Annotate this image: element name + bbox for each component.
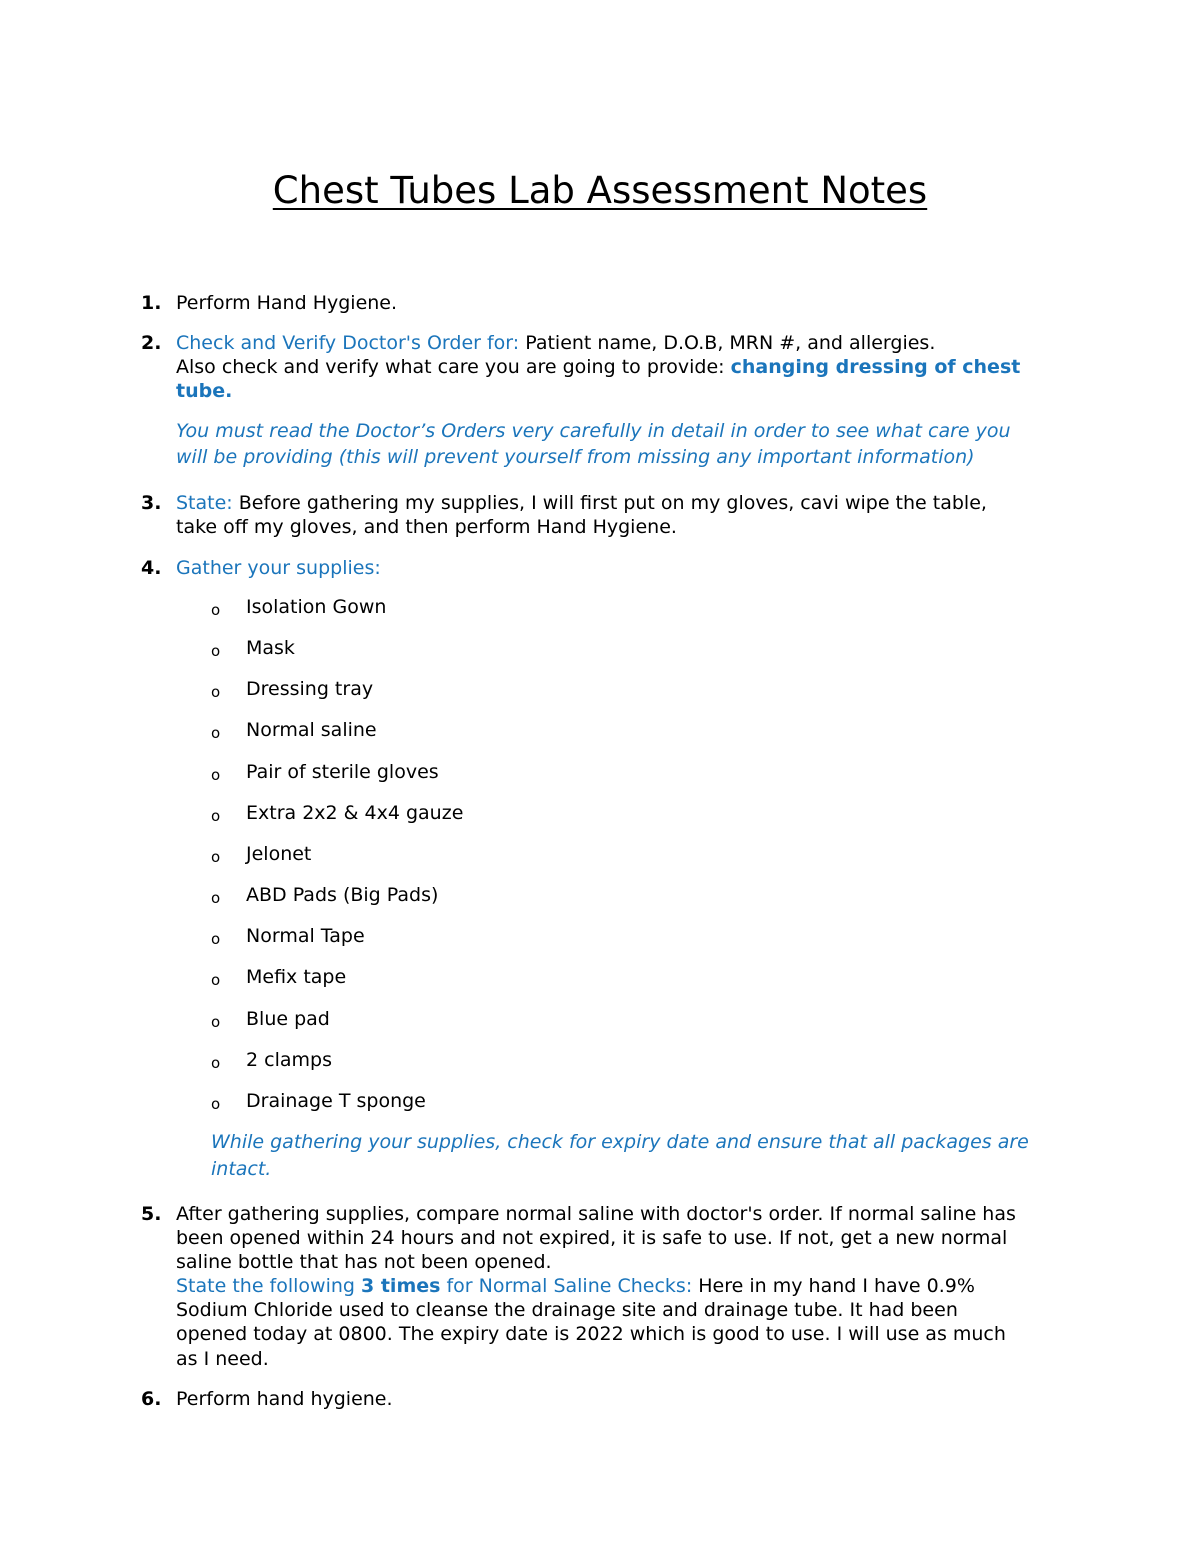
step-1-number: 1. (141, 292, 162, 314)
step-5-line-7: as I need. (176, 1348, 269, 1370)
supply-item: Drainage T sponge (246, 1090, 426, 1112)
step-4-lead: Gather your supplies: (176, 557, 381, 579)
step-3-number: 3. (141, 492, 162, 514)
bullet-icon: o (211, 1013, 221, 1031)
step-2-line-2 (176, 355, 1020, 379)
step-6-number: 6. (141, 1388, 162, 1410)
step-4-note-line-2: intact. (211, 1158, 272, 1180)
supply-item: Mask (246, 637, 295, 659)
step-2-text: Patient name, D.O.B, MRN #, and allergies. (519, 332, 936, 354)
step-5-line-1: After gathering supplies, compare normal saline with doctor's order. If normal saline has (176, 1203, 1016, 1225)
step-4-note-line-1: While gathering your supplies, check for expiry date and ensure that all packages are (211, 1131, 1029, 1153)
bullet-icon: o (211, 1095, 221, 1113)
step-6-text: Perform hand hygiene. (176, 1388, 393, 1410)
step-5-line-5: Sodium Chloride used to cleanse the drainage site and drainage tube. It had been (176, 1299, 958, 1321)
step-3-lead: State: (176, 492, 233, 514)
step-1-text: Perform Hand Hygiene. (176, 292, 398, 314)
step-5-state-c: for Normal Saline Checks: (440, 1275, 693, 1297)
supply-item: ABD Pads (Big Pads) (246, 884, 439, 906)
bullet-icon: o (211, 807, 221, 825)
bullet-icon: o (211, 971, 221, 989)
step-3-text-1: Before gathering my supplies, I will first put on my gloves, cavi wipe the table, (232, 492, 987, 514)
supply-item: 2 clamps (246, 1049, 332, 1071)
step-4-number: 4. (141, 557, 162, 579)
supply-item: Pair of sterile gloves (246, 761, 439, 783)
supply-item: Mefix tape (246, 966, 347, 988)
step-5-line-2: been opened within 24 hours and not expired, it is safe to use. If not, get a new normal (176, 1227, 1008, 1249)
supply-item: Normal Tape (246, 925, 365, 947)
step-5-state-times: 3 times (361, 1275, 441, 1297)
supply-item: Dressing tray (246, 678, 374, 700)
step-3-line-2: take off my gloves, and then perform Hand Hygiene. (176, 516, 677, 538)
step-5-state-a: State the following (176, 1275, 362, 1297)
step-5-line-4 (176, 1274, 975, 1298)
bullet-icon: o (211, 683, 221, 701)
step-3-line-1 (176, 491, 987, 515)
step-2-number: 2. (141, 332, 162, 354)
step-5-state-text: Here in my hand I have 0.9% (692, 1275, 975, 1297)
supply-item: Normal saline (246, 719, 377, 741)
bullet-icon: o (211, 601, 221, 619)
bullet-icon: o (211, 1054, 221, 1072)
step-2-lead: Check and Verify Doctor's Order for: (176, 332, 520, 354)
supply-item: Blue pad (246, 1008, 330, 1030)
step-2-care-emphasis-cont: tube. (176, 380, 233, 402)
supply-item: Extra 2x2 & 4x4 gauze (246, 802, 464, 824)
step-2-line-1 (176, 331, 935, 355)
step-5-line-6: opened today at 0800. The expiry date is 2022 which is good to use. I will use as much (176, 1323, 1006, 1345)
bullet-icon: o (211, 930, 221, 948)
step-2-note-line-2: will be providing (this will prevent yourself from missing any important information) (176, 446, 975, 468)
step-5-line-3: saline bottle that has not been opened. (176, 1251, 552, 1273)
bullet-icon: o (211, 889, 221, 907)
step-2-care-emphasis: changing dressing of chest (730, 356, 1021, 378)
bullet-icon: o (211, 766, 221, 784)
bullet-icon: o (211, 642, 221, 660)
step-2-care-text: Also check and verify what care you are going to provide: (176, 356, 731, 378)
bullet-icon: o (211, 724, 221, 742)
supply-item: Jelonet (246, 843, 312, 865)
document-title: Chest Tubes Lab Assessment Notes (272, 169, 928, 212)
step-5-number: 5. (141, 1203, 162, 1225)
supply-item: Isolation Gown (246, 596, 387, 618)
step-2-note-line-1: You must read the Doctor’s Orders very carefully in detail in order to see what care you (176, 420, 1011, 442)
bullet-icon: o (211, 848, 221, 866)
